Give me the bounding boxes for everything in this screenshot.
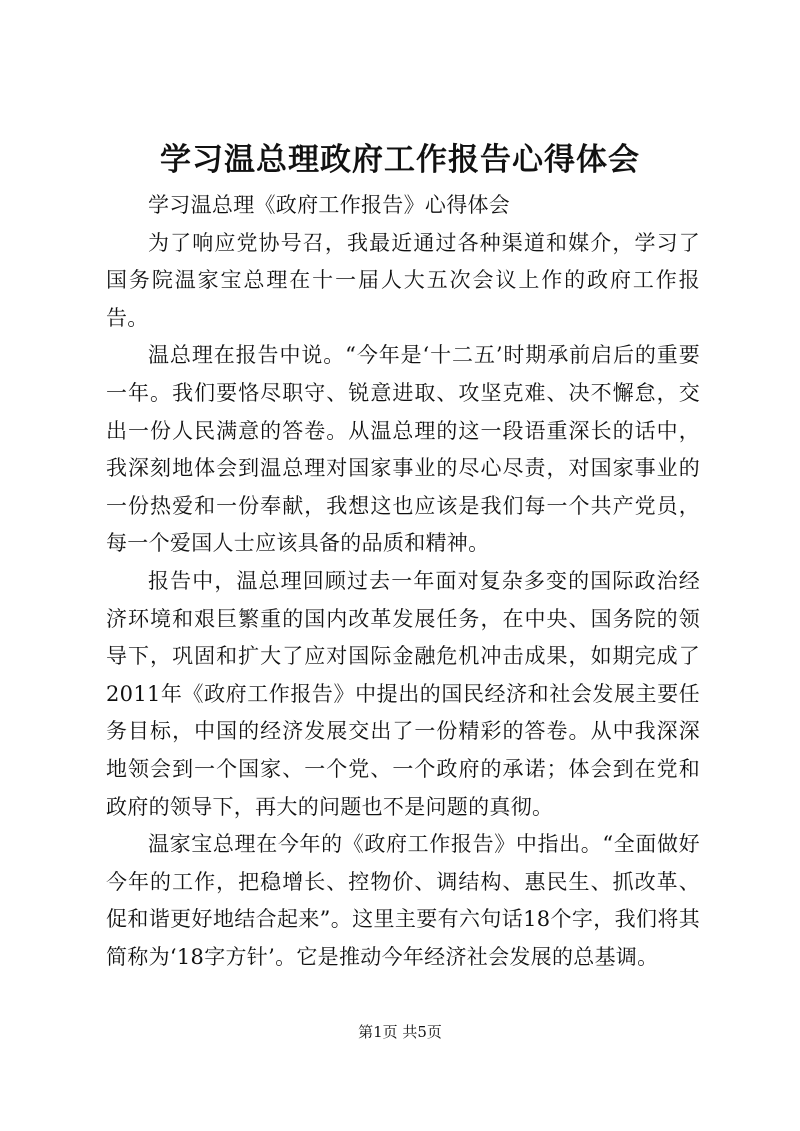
paragraph: 温家宝总理在今年的《政府工作报告》中指出。“全面做好今年的工作，把稳增长、控物价、调结构、惠民生、抓改革、促和谐更好地结合起来”。这里主要有六句话18个字，我们将其简称为‘18字方针’。它是推动今年经济社会发展的总基调。 xyxy=(106,832,700,969)
paragraph: 报告中，温总理回顾过去一年面对复杂多变的国际政治经济环境和艰巨繁重的国内改革发展任务，在中央、国务院的领导下，巩固和扩大了应对国际金融危机冲击成果，如期完成了2011年《政府工作报告》中提出的国民经济和社会发展主要任务目标，中国的经济发展交出了一份精彩的答卷。从中我深深地领会到一个国家、一个党、一个政府的承诺；体会到在党和政府的领导下，再大的问题也不是问题的真彻。 xyxy=(106,568,700,819)
document-title: 学习温总理政府工作报告心得体会 xyxy=(160,142,640,178)
page-footer: 第1页 共5页 xyxy=(358,1023,442,1041)
paragraph-subtitle: 学习温总理《政府工作报告》心得体会 xyxy=(148,193,511,217)
paragraph: 温总理在报告中说。“今年是‘十二五’时期承前启后的重要一年。我们要恪尽职守、锐意进取、攻坚克难、决不懈怠，交出一份人民满意的答卷。从温总理的这一段语重深长的话中，我深刻地体会到温总理对国家事业的尽心尽责，对国家事业的一份热爱和一份奉献，我想这也应该是我们每一个共产党员，每一个爱国人士应该具备的品质和精神。 xyxy=(106,343,700,556)
document-body xyxy=(106,187,700,976)
paragraph: 为了响应党协号召，我最近通过各种渠道和媒介，学习了国务院温家宝总理在十一届人大五次会议上作的政府工作报告。 xyxy=(106,230,700,330)
